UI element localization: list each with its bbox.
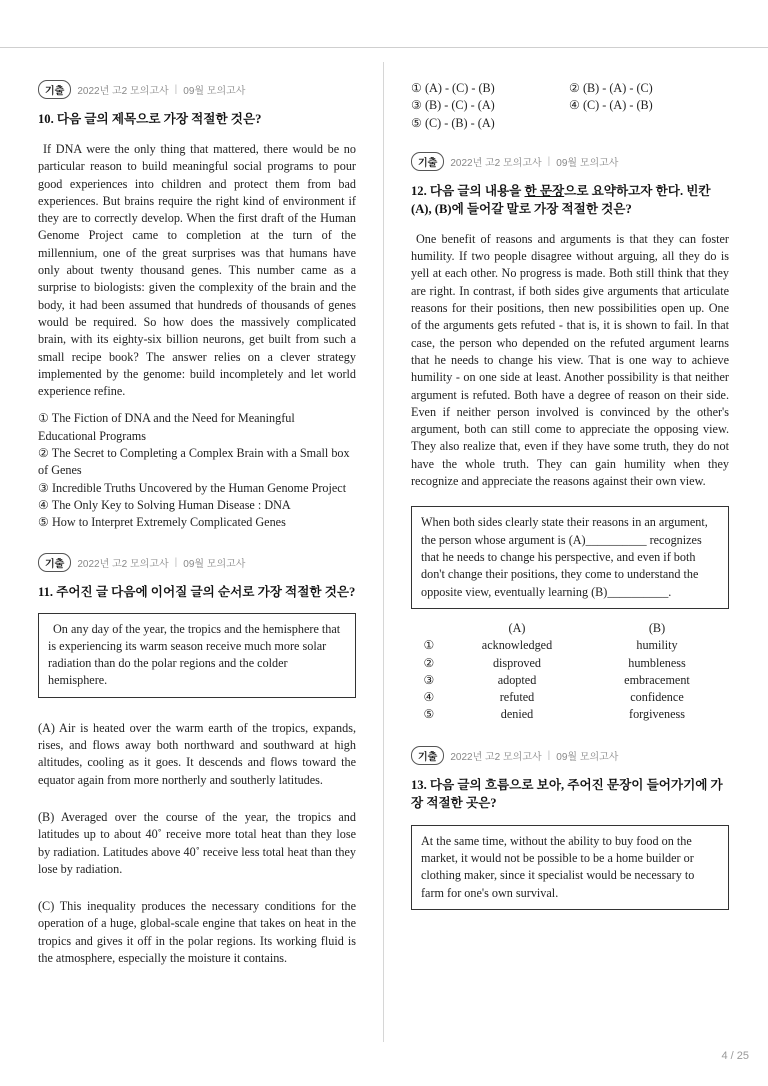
answer-row[interactable] bbox=[411, 637, 727, 654]
row-num: ③ bbox=[423, 672, 435, 687]
exam-year: 2022년 고2 모의고사 bbox=[77, 86, 169, 97]
passage: If DNA were the only thing that mattered, there would be no particular reason to build meaningful social programs to pour good experiences into children and protect them from bad experiences. But brains require the right kind of environment if they are to correctly develop. When the first draft of the Human Genome Project came to completion at the turn of the millennium, one of the great surprises was that humans have only about twenty thousand genes. This number came as a surprise to biologists: given the complexity of the brain and the body, it had been assumed that hundreds of thousands of genes would be required. So how does the massively complicated brain, with its eighty-six billion neurons, get built from such a small recipe book? The answer relies on a clever strategy implemented by the genome: build incompletely and let world experience refine. bbox=[38, 142, 356, 399]
question-source bbox=[411, 152, 729, 171]
question-11 bbox=[38, 553, 356, 968]
option-4[interactable]: ④ The Only Key to Solving Human Disease : DNA bbox=[38, 497, 291, 512]
separator: | bbox=[174, 556, 178, 568]
row-a: disproved bbox=[492, 655, 542, 670]
row-num: ① bbox=[423, 638, 435, 653]
summary-box: When both sides clearly state their reasons in an argument, the person whose argument is (A)__________ recognizes that he needs to change his perspective, and even if both don't change their positions, they come to understand the opposite view, eventually learning (B)__________. bbox=[411, 506, 729, 608]
separator: | bbox=[547, 155, 551, 167]
exam-tag: 기출 bbox=[38, 80, 71, 99]
option-1[interactable]: ① (A) - (C) - (B) bbox=[411, 81, 495, 95]
header-num bbox=[411, 620, 447, 637]
exam-tag: 기출 bbox=[411, 152, 444, 171]
left-column bbox=[38, 80, 356, 967]
option-5[interactable]: ⑤ (C) - (B) - (A) bbox=[411, 115, 495, 130]
question-13 bbox=[411, 746, 729, 910]
title-prefix: 12. 다음 글의 내용을 bbox=[411, 183, 525, 198]
row-num: ⑤ bbox=[423, 707, 435, 722]
row-a: acknowledged bbox=[481, 638, 553, 653]
row-a: denied bbox=[500, 707, 534, 722]
exam-month: 09월 모의고사 bbox=[556, 751, 619, 763]
exam-month: 09월 모의고사 bbox=[183, 86, 246, 97]
exam-month: 09월 모의고사 bbox=[556, 157, 619, 169]
row-a: adopted bbox=[497, 672, 537, 687]
row-b: embracement bbox=[624, 672, 690, 687]
option-3[interactable]: ③ Incredible Truths Uncovered by the Human Genome Project bbox=[38, 480, 347, 495]
answer-table bbox=[411, 620, 727, 724]
paragraph-a: (A) Air is heated over the warm earth of the tropics, expands, rises, and flows away both northward and southward at high altitudes, cooling as it goes. It descends and flows toward the equator again from more northerly and southerly latitudes. bbox=[38, 720, 356, 787]
answer-row[interactable] bbox=[411, 689, 727, 706]
row-a: refuted bbox=[499, 690, 535, 705]
exam-year: 2022년 고2 모의고사 bbox=[450, 751, 542, 763]
row-b: confidence bbox=[630, 690, 684, 705]
question-source bbox=[411, 746, 729, 765]
answer-row[interactable] bbox=[411, 654, 727, 671]
exam-tag: 기출 bbox=[38, 553, 71, 572]
option-5[interactable]: ⑤ How to Interpret Extremely Complicated Genes bbox=[38, 515, 286, 530]
question-title: 13. 다음 글의 흐름으로 보아, 주어진 문장이 들어가기에 가장 적절한 곳은? bbox=[411, 777, 723, 810]
question-title: 11. 주어진 글 다음에 이어질 글의 순서로 가장 적절한 것은? bbox=[38, 584, 356, 599]
option-3[interactable]: ③ (B) - (C) - (A) bbox=[411, 98, 495, 113]
given-sentence-box: At the same time, without the ability to buy food on the market, it would not be possible to be a home builder or clothing maker, since it specialist would be necessary to farm for one's own survival. bbox=[411, 825, 729, 910]
row-b: humility bbox=[636, 638, 678, 653]
question-12 bbox=[411, 152, 729, 724]
title-suffix: 으로 요약하고자 한다. 빈칸 (A), (B)에 들어갈 말로 가장 적절한 것은? bbox=[411, 183, 711, 216]
answer-header bbox=[411, 620, 727, 637]
row-b: humbleness bbox=[628, 655, 686, 670]
option-2[interactable]: ② (B) - (A) - (C) bbox=[569, 81, 653, 95]
header-b: (B) bbox=[648, 620, 666, 635]
exam-year: 2022년 고2 모의고사 bbox=[77, 558, 169, 570]
right-column bbox=[411, 80, 729, 910]
header-a: (A) bbox=[508, 620, 526, 635]
column-divider bbox=[383, 62, 384, 1042]
answer-row[interactable] bbox=[411, 706, 727, 723]
paragraph-c: (C) This inequality produces the necessary conditions for the operation of a huge, global-scale engine that takes on heat in the tropics and gives it off in the polar regions. Its working fluid is the atmosphere, especially the moisture it contains. bbox=[38, 899, 356, 965]
question-title: 10. 다음 글의 제목으로 가장 적절한 것은? bbox=[38, 112, 262, 126]
answer-options bbox=[38, 410, 356, 531]
given-sentence-box: On any day of the year, the tropics and the hemisphere that is experiencing its warm season receive much more solar radiation than do the polar regions and the colder hemisphere. bbox=[38, 613, 356, 698]
title-underlined: 한 문장 bbox=[524, 183, 565, 198]
question-title bbox=[411, 182, 729, 218]
page-number: 4 / 25 bbox=[721, 1050, 749, 1062]
header-rule bbox=[0, 47, 768, 48]
answer-row[interactable] bbox=[411, 672, 727, 689]
separator: | bbox=[547, 749, 551, 761]
paragraph-b: (B) Averaged over the course of the year, the tropics and latitudes up to about 40˚ receive more total heat than they lose by radiation. Latitudes above 40˚ receive less total heat than they lose by radiation. bbox=[38, 809, 356, 876]
q11-answer-options bbox=[411, 80, 729, 132]
passage: One benefit of reasons and arguments is that they can foster humility. If two people disagree without arguing, all they do is yell at each other. No progress is made. Both still think that they are right. In contrast, if both sides give arguments that articulate reasons for their positions, then new possibilities open up. One of the arguments gets refuted - that is, it is shown to fail. In that case, the person who depended on the refuted argument learns that he needs to change his view. That is one way to achieve humility - on one side at least. Another possibility is that neither argument is refuted. Both have a degree of reason on their side. Even if neither person involved is convinced by the other's argument, both can still come to appreciate the opposing view. They also realize that, even if they have some truth, they do not have the whole truth. They can gain humility when they recognize and appreciate the reasons against their own view. bbox=[411, 231, 729, 489]
question-source bbox=[38, 80, 356, 99]
option-4[interactable]: ④ (C) - (A) - (B) bbox=[569, 98, 653, 113]
question-source bbox=[38, 553, 356, 572]
exam-month: 09월 모의고사 bbox=[183, 558, 246, 570]
question-10 bbox=[38, 80, 356, 532]
row-b: forgiveness bbox=[629, 707, 685, 722]
option-1[interactable]: ① The Fiction of DNA and the Need for Meaningful Educational Programs bbox=[38, 411, 295, 443]
exam-year: 2022년 고2 모의고사 bbox=[450, 157, 542, 169]
row-num: ④ bbox=[423, 690, 435, 705]
row-num: ② bbox=[423, 655, 435, 670]
option-2[interactable]: ② The Secret to Completing a Complex Brain with a Small box of Genes bbox=[38, 446, 350, 478]
exam-tag: 기출 bbox=[411, 746, 444, 765]
separator: | bbox=[174, 84, 178, 95]
